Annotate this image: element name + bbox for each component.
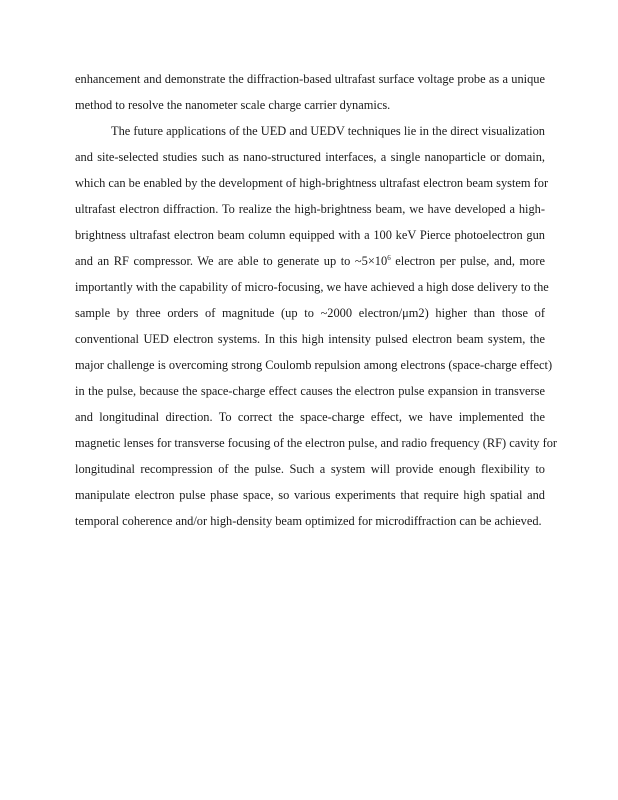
text-line: ultrafast electron diffraction. To realize the high-brightness beam, we have developed a high- [75, 202, 545, 216]
text-line: major challenge is overcoming strong Coulomb repulsion among electrons (space-charge effect) [75, 358, 553, 372]
text-segment: and an RF compressor. We are able to generate up to ~5×10 [75, 254, 388, 268]
text-line: which can be enabled by the development of high-brightness ultrafast electron beam system for [75, 176, 549, 190]
paragraph-1 [75, 66, 545, 118]
text-line: sample by three orders of magnitude (up to ~2000 electron/μm2) higher than those of [75, 306, 545, 320]
text-line: and longitudinal direction. To correct the space-charge effect, we have implemented the [75, 410, 545, 424]
text-line: conventional UED electron systems. In this high intensity pulsed electron beam system, the [75, 332, 545, 346]
body-text [75, 66, 558, 534]
text-line-with-exponent [75, 248, 545, 274]
text-line: method to resolve the nanometer scale charge carrier dynamics. [75, 98, 391, 112]
text-line: brightness ultrafast electron beam column equipped with a 100 keV Pierce photoelectron gun [75, 228, 545, 242]
text-line: in the pulse, because the space-charge effect causes the electron pulse expansion in transverse [75, 384, 545, 398]
text-line: enhancement and demonstrate the diffraction-based ultrafast surface voltage probe as a unique [75, 72, 545, 86]
text-line: temporal coherence and/or high-density beam optimized for microdiffraction can be achieved. [75, 514, 542, 528]
paragraph-2 [75, 118, 558, 534]
text-line: magnetic lenses for transverse focusing of the electron pulse, and radio frequency (RF) cavity for [75, 436, 558, 450]
text-line: longitudinal recompression of the pulse. Such a system will provide enough flexibility to [75, 462, 545, 476]
text-line: importantly with the capability of micro-focusing, we have achieved a high dose delivery to the [75, 280, 549, 294]
text-line: manipulate electron pulse phase space, so various experiments that require high spatial and [75, 488, 545, 502]
exponent: 6 [387, 253, 391, 262]
text-line: and site-selected studies such as nano-structured interfaces, a single nanoparticle or domain, [75, 150, 545, 164]
text-segment: electron per pulse, and, more [390, 254, 545, 268]
text-line: The future applications of the UED and UEDV techniques lie in the direct visualization [111, 124, 545, 138]
